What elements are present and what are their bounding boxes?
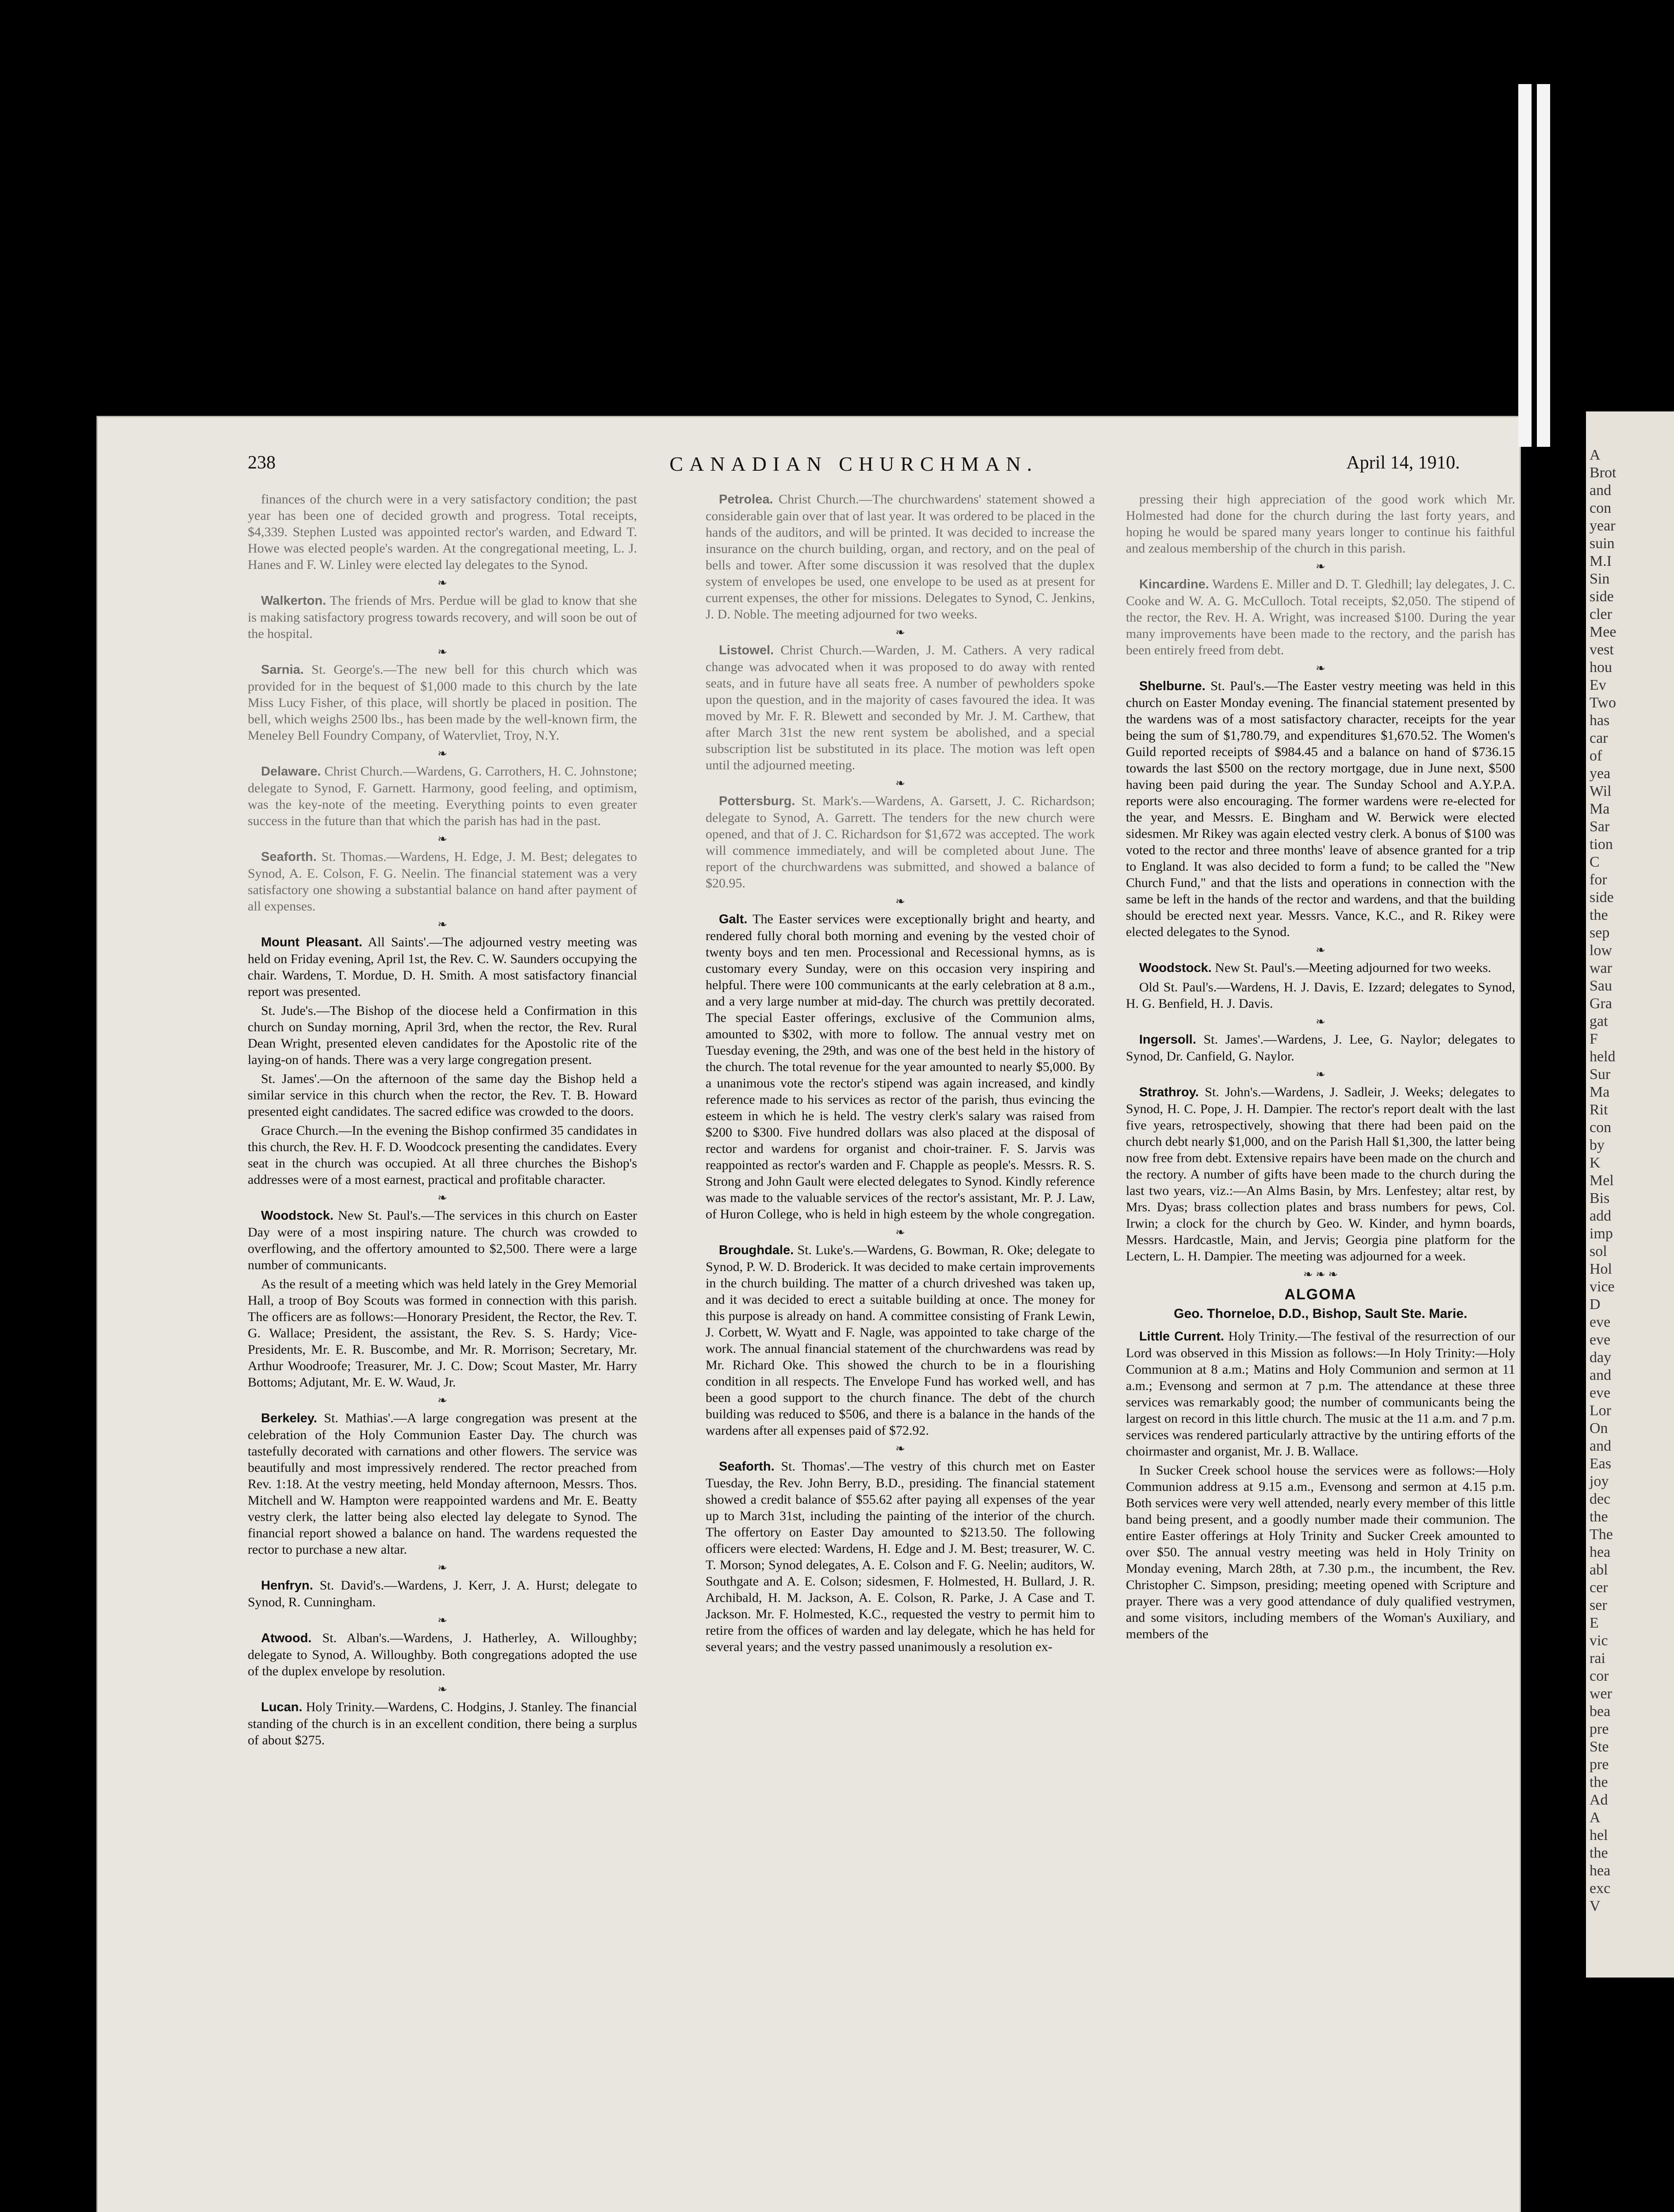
- entry-text: St. George's.—The new bell for this church which was provided for in the bequest of $1,000 made to this church by the late Miss Lucy Fisher, of this place, will shortly be placed in position. The bell, which weighs 2500 lbs., has been made by the well-known firm, the Meneley Bell Foundry Company, of Watervliet, Troy, N.Y.: [248, 662, 637, 743]
- next-page-word: bea: [1590, 1703, 1611, 1720]
- issue-date: April 14, 1910.: [1346, 453, 1460, 473]
- parish-entry: [248, 1630, 637, 1679]
- next-page-word: wer: [1590, 1686, 1612, 1702]
- entry-text: New St. Paul's.—Meeting adjourned for two weeks.: [1215, 960, 1491, 975]
- next-page-word: tion: [1590, 836, 1613, 853]
- parish-entry: [706, 1242, 1095, 1439]
- entry-text: New St. Paul's.—The services in this church on Easter Day were of a most inspiring nature. The church was crowded to overflowing, and the offertory amounted to $2,500. There were a large number of communicants.: [248, 1208, 637, 1272]
- parish-entry: [248, 1071, 637, 1120]
- next-page-word: Sur: [1590, 1066, 1611, 1083]
- entry-text: St. James'.—Wardens, J. Lee, G. Naylor; delegates to Synod, Dr. Canfield, G. Naylor.: [1126, 1032, 1515, 1064]
- entry-text: St. Luke's.—Wardens, G. Bowman, R. Oke; delegate to Synod, P. W. D. Broderick. It was decided to make certain improvements in the church building. The matter of a church driveshed was taken up, and it was decided to erect a suitable building at once. The money for this purpose is already on hand. A committee consisting of Frank Lewin, J. Corbett, W. Wyatt and F. Nagle, was appointed to take charge of the work. The annual financial statement of the churchwardens was read by Mr. Richard Oke. This showed the church to be in a flourishing condition in all respects. The Envelope Fund has worked well, and has been a good support to the church finance. The debt of the church building was reduced to $506, and there is a balance in the hands of the wardens after all expenses paid of $72.92.: [706, 1243, 1095, 1438]
- parish-entry: [248, 1122, 637, 1188]
- section-separator: ❧: [895, 1226, 905, 1239]
- parish-entry: [706, 793, 1095, 891]
- next-page-word: and: [1590, 1367, 1612, 1383]
- entry-text: St. Thomas.—Wardens, H. Edge, J. M. Best; delegates to Synod, A. E. Colson, F. G. Neelin. The financial statement was a very satisfactory one showing a substantial balance on hand after payment of all expenses.: [248, 849, 637, 914]
- next-page-word: sol: [1590, 1243, 1607, 1260]
- section-separator: ❧: [438, 1614, 447, 1627]
- next-page-word: and: [1590, 1438, 1612, 1454]
- next-page-word: Two: [1590, 695, 1616, 711]
- entry-text: St. David's.—Wardens, J. Kerr, J. A. Hurst; delegate to Synod, R. Cunningham.: [248, 1578, 637, 1609]
- entry-text: St. James'.—On the afternoon of the same day the Bishop held a similar service in this church when the rector, the Rev. T. B. Howard presented eight candidates. The sacred edifice was crowded to the doors.: [248, 1071, 637, 1119]
- next-page-word: Sin: [1590, 571, 1610, 587]
- next-page-word: the: [1590, 1774, 1608, 1790]
- next-page-word: sep: [1590, 925, 1610, 941]
- section-separator: ❧ ❧ ❧: [1303, 1268, 1338, 1281]
- parish-name: Henfryn.: [261, 1578, 313, 1593]
- section-separator: ❧: [438, 1191, 447, 1204]
- parish-entry: [248, 661, 637, 744]
- next-page-word: held: [1590, 1048, 1616, 1065]
- entry-text: Christ Church.—The churchwardens' statement showed a considerable gain over that of last year. It was ordered to be placed in the hands of the auditors, and will be printed. It was decided to increase the insurance on the church building, organ, and rectory, and on the peal of bells and tower. After some discussion it was resolved that the duplex system of envelopes be used, one envelope to be used as at present for current expenses, the other for missions. Delegates to Synod, C. Jenkins, J. D. Noble. The meeting adjourned for two weeks.: [706, 492, 1095, 622]
- next-page-word: eve: [1590, 1314, 1611, 1330]
- entry-text: pressing their high appreciation of the good work which Mr. Holmested had done for the church during the last forty years, and hoping he would be spared many years longer to continue his faithful and zealous membership of the church in this parish.: [1126, 492, 1515, 556]
- entry-text: Christ Church.—Warden, J. M. Cathers. A very radical change was advocated when it was proposed to do away with rented seats, and in future have all seats free. A number of pewholders spoke upon the question, and in the majority of cases favoured the idea. It was moved by Mr. F. R. Blewett and seconded by Mr. J. M. Carthew, that after March 31st the new rent system be abolished, and a special subscription list be substituted in its place. The motion was left open until the adjourned meeting.: [706, 643, 1095, 772]
- next-page-word: M.I: [1590, 553, 1612, 569]
- parish-entry: [706, 642, 1095, 773]
- next-page-word: eve: [1590, 1385, 1611, 1401]
- text-column-3: [1126, 491, 1515, 1645]
- next-page-word: suin: [1590, 535, 1615, 552]
- entry-text: St. Alban's.—Wardens, J. Hatherley, A. Willoughby; delegate to Synod, A. Willoughby. Both congregations adopted the use of the duplex envelope by resolution.: [248, 1631, 637, 1678]
- parish-name: Atwood.: [261, 1631, 312, 1645]
- publication-title: CANADIAN CHURCHMAN.: [669, 453, 1038, 475]
- next-page-word: car: [1590, 730, 1608, 746]
- parish-name: Sarnia.: [261, 663, 304, 677]
- next-page-word: day: [1590, 1349, 1612, 1366]
- next-page-word: Eas: [1590, 1455, 1612, 1472]
- parish-name: Woodstock.: [1139, 961, 1212, 975]
- parish-entry: [248, 491, 637, 573]
- entry-text: St. John's.—Wardens, J. Sadleir, J. Weeks; delegates to Synod, H. C. Pope, J. H. Dampier. The rector's report dealt with the last five years, retrospectively, showing that there had been paid on the church debt nearly $1,000, and on the Parish Hall $1,300, the latter being now free from debt. Extensive repairs have been made on the church and the rectory. A number of gifts have been made to the church during the last two years, viz.:—An Alms Basin, by Mrs. Lenfestey; altar rest, by Mrs. Dyas; brass collection plates and brass numbers for pews, Col. Irwin; a clock for the church by Geo. W. Kinder, and hymn boards, Messrs. Hardcastle, Main, and Jervis; Georgia pine platform for the Lectern, L. H. Dampier. The meeting was adjourned for a week.: [1126, 1085, 1515, 1263]
- next-page-word: hea: [1590, 1544, 1611, 1560]
- parish-name: Galt.: [719, 912, 748, 926]
- entry-text: The friends of Mrs. Perdue will be glad to know that she is making satisfactory progress towards recovery, and will soon be out of the hospital.: [248, 593, 637, 641]
- next-page-word: ser: [1590, 1597, 1607, 1613]
- scan-bar: [1518, 84, 1532, 447]
- parish-entry: [248, 592, 637, 642]
- parish-name: Lucan.: [261, 1700, 303, 1714]
- next-page-word: Mel: [1590, 1172, 1614, 1189]
- entry-text: Old St. Paul's.—Wardens, H. J. Davis, E. Izzard; delegates to Synod, H. G. Benfield, H. J. Davis.: [1126, 980, 1515, 1011]
- section-separator: ❧: [438, 645, 447, 658]
- section-separator: ❧: [1316, 560, 1325, 573]
- diocese-heading: ALGOMA: [1284, 1286, 1357, 1303]
- parish-entry: [248, 763, 637, 829]
- next-page-word: imp: [1590, 1225, 1613, 1242]
- section-separator: ❧: [438, 1561, 447, 1574]
- parish-name: Delaware.: [261, 764, 321, 779]
- next-page-word: Wil: [1590, 783, 1612, 799]
- entry-text: The Easter services were exceptionally bright and hearty, and rendered fully choral both morning and evening by the vested choir of twenty boys and ten men. Processional and Recessional hymns, as is customary every Sunday, were on this occasion very inspiring and helpful. There were 100 communicants at the early celebration at 8 a.m., and a very large number at mid-day. The church was prettily decorated. The special Easter offerings, exclusive of the Communion alms, amounted to $302, with more to follow. The annual vestry met on Tuesday evening, the 29th, and was one of the best held in the history of the church. The total revenue for the year amounted to nearly $5,000. By a unanimous vote the rector's stipend was again increased, and kindly reference made to his services as rector of the parish, thus evincing the esteem in which he is held. The vestry clerk's salary was raised from $200 to $300. Five hundred dollars was also placed at the disposal of rector and wardens for organist and choir-trainer. F. S. Jarvis was reappointed as rector's warden and F. Chapple as people's. Messrs. R. S. Strong and John Gault were elected delegates to Synod. Kindly reference was made to the valuable services of the rector's assistant, Mr. P. J. Law, of Huron College, who is held in high esteem by the whole congregation.: [706, 912, 1095, 1221]
- next-page-word: rai: [1590, 1650, 1605, 1667]
- next-page-word: hel: [1590, 1827, 1608, 1843]
- parish-name: Listowel.: [719, 643, 774, 657]
- next-page-word: has: [1590, 712, 1610, 729]
- text-column-2: [706, 491, 1095, 1658]
- parish-entry: [248, 849, 637, 914]
- entry-text: St. Jude's.—The Bishop of the diocese held a Confirmation in this church on Sunday morning, April 3rd, when the rector, the Rev. Rural Dean Wright, presented eleven candidates for the Apostolic rite of the laying-on of hands. There was a very large congregation present.: [248, 1003, 637, 1067]
- next-page-word: con: [1590, 1119, 1612, 1136]
- next-page-word: K: [1590, 1155, 1601, 1171]
- next-page-word: cor: [1590, 1668, 1609, 1684]
- entry-text: finances of the church were in a very satisfactory condition; the past year has been one of decided growth and progress. Total receipts, $4,339. Stephen Lusted was appointed rector's warden, and Edward T. Howe was elected people's warden. At the congregational meeting, L. J. Hanes and F. W. Linley were elected lay delegates to the Synod.: [248, 492, 637, 572]
- next-page-word: Lor: [1590, 1402, 1612, 1419]
- entry-text: Grace Church.—In the evening the Bishop confirmed 35 candidates in this church, the Rev. H. F. D. Woodcock presenting the candidates. Every seat in the church was occupied. At all three churches the Bishop's addresses were of a most earnest, practical and profitable character.: [248, 1123, 637, 1187]
- parish-entry: [248, 934, 637, 1000]
- next-page-word: Hol: [1590, 1261, 1612, 1277]
- next-page-word: F: [1590, 1031, 1598, 1047]
- next-page-word: The: [1590, 1526, 1613, 1543]
- parish-name: Mount Pleasant.: [261, 935, 362, 949]
- parish-entry: [1126, 678, 1515, 940]
- section-separator: ❧: [895, 1442, 905, 1455]
- parish-entry: [1126, 979, 1515, 1012]
- next-page-word: A: [1590, 447, 1601, 463]
- section-separator: ❧: [1316, 1068, 1325, 1081]
- parish-name: Berkeley.: [261, 1411, 317, 1425]
- page-number: 238: [248, 453, 276, 473]
- parish-entry: [1126, 1328, 1515, 1459]
- parish-entry: [248, 1276, 637, 1390]
- bishop-line: Geo. Thorneloe, D.D., Bishop, Sault Ste. Marie.: [1174, 1306, 1467, 1321]
- next-page-fragment: [1586, 411, 1674, 1978]
- next-page-word: joy: [1590, 1473, 1609, 1490]
- parish-entry: [706, 491, 1095, 622]
- next-page-word: gat: [1590, 1013, 1608, 1029]
- entry-text: Christ Church.—Wardens, G. Carrothers, H. C. Johnstone; delegate to Synod, F. Garnett. Harmony, good feeling, and optimism, was the key-note of the meeting. Everything points to even greater success in the future than that which the parish has had in the past.: [248, 764, 637, 828]
- parish-entry: [1126, 960, 1515, 976]
- section-separator: ❧: [1316, 1015, 1325, 1028]
- text-column-1: [248, 491, 637, 1751]
- next-page-word: vice: [1590, 1279, 1615, 1295]
- next-page-word: yea: [1590, 765, 1611, 782]
- entry-text: As the result of a meeting which was held lately in the Grey Memorial Hall, a troop of Boy Scouts was formed in connection with this parish. The officers are as follows:—Honorary President, the Rector, the Rev. T. G. Wallace; President, the assistant, the Rev. S. S. Hardy; Vice-Presidents, Mr. E. R. Buscombe, and Mr. R. Morrison; Secretary, Mr. Arthur Woodroofe; Treasurer, Mr. J. C. Dow; Scout Master, Mr. Harry Bottoms; Adjutant, Mr. E. W. Waud, Jr.: [248, 1277, 637, 1390]
- next-page-word: cler: [1590, 606, 1612, 622]
- next-page-word: con: [1590, 500, 1612, 516]
- next-page-word: A: [1590, 1809, 1601, 1826]
- parish-entry: [248, 1699, 637, 1748]
- parish-entry: [706, 1458, 1095, 1655]
- next-page-word: Sar: [1590, 818, 1610, 835]
- parish-entry: [1126, 1031, 1515, 1064]
- next-page-word: pre: [1590, 1721, 1609, 1737]
- next-page-word: year: [1590, 518, 1616, 534]
- parish-name: Ingersoll.: [1139, 1033, 1196, 1047]
- next-page-word: On: [1590, 1420, 1608, 1436]
- next-page-word: V: [1590, 1898, 1601, 1914]
- next-page-word: C: [1590, 854, 1600, 870]
- next-page-word: eve: [1590, 1332, 1611, 1348]
- parish-entry: [248, 1002, 637, 1068]
- next-page-word: E: [1590, 1615, 1599, 1631]
- parish-name: Seaforth.: [719, 1459, 775, 1474]
- next-page-word: cer: [1590, 1579, 1608, 1596]
- next-page-word: war: [1590, 960, 1612, 976]
- entry-text: In Sucker Creek school house the services were as follows:—Holy Communion address at 9.15 a.m., Evensong and sermon at 4.15 p.m. Both services were very well attended, nearly every member of this little band being present, and a goodly number made their communion. The entire Easter offerings at Holy Trinity and Sucker Creek amounted to over $50. The annual vestry meeting was held in Holy Trinity on Monday evening, March 28th, at 7.30 p.m., the incumbent, the Rev. Christopher C. Simpson, presiding; meeting opened with Scripture and prayer. There was a very good attendance of duly qualified vestrymen, and some visitors, including members of the Woman's Auxiliary, and members of the: [1126, 1463, 1515, 1641]
- parish-name: Kincardine.: [1139, 577, 1209, 591]
- next-page-word: Ad: [1590, 1792, 1608, 1808]
- next-page-word: and: [1590, 482, 1612, 499]
- parish-entry: [1126, 576, 1515, 658]
- next-page-word: Gra: [1590, 995, 1612, 1012]
- parish-name: Pottersburg.: [719, 794, 795, 808]
- next-page-word: Sau: [1590, 978, 1612, 994]
- next-page-word: Brot: [1590, 465, 1616, 481]
- next-page-word: side: [1590, 588, 1614, 605]
- section-separator: ❧: [438, 747, 447, 760]
- next-page-word: the: [1590, 1845, 1608, 1861]
- parish-entry: [248, 1207, 637, 1273]
- section-separator: ❧: [438, 833, 447, 845]
- parish-name: Woodstock.: [261, 1209, 334, 1223]
- section-separator: ❧: [1316, 944, 1325, 956]
- next-page-word: vest: [1590, 641, 1614, 658]
- next-page-word: by: [1590, 1137, 1605, 1153]
- next-page-word: Ev: [1590, 677, 1606, 693]
- next-page-word: Ma: [1590, 1084, 1610, 1100]
- section-separator: ❧: [438, 918, 447, 931]
- parish-name: Little Current.: [1139, 1329, 1225, 1344]
- next-page-word: hea: [1590, 1863, 1611, 1879]
- next-page-word: exc: [1590, 1880, 1611, 1897]
- parish-entry: [706, 911, 1095, 1222]
- parish-name: Walkerton.: [261, 594, 326, 608]
- next-page-word: Bis: [1590, 1190, 1610, 1206]
- section-separator: ❧: [1316, 662, 1325, 675]
- next-page-word: add: [1590, 1208, 1612, 1224]
- parish-entry: [1126, 1462, 1515, 1642]
- entry-text: Holy Trinity.—The festival of the resurrection of our Lord was observed in this Mission as follows:—In Holy Trinity:—Holy Communion at 8 a.m.; Matins and Holy Communion and sermon at 11 a.m.; Evensong and sermon at 7 p.m. The attendance at these three services was remarkably good; the number of communicants being the largest on record in this little church. The music at the 11 a.m. and 7 p.m. services was rendered particularly attractive by the untiring efforts of the choirmaster and organist, Mr. J. B. Wallace.: [1126, 1329, 1515, 1459]
- entry-text: St. Paul's.—The Easter vestry meeting was held in this church on Easter Monday evening. The financial statement presented by the wardens was of a most satisfactory character, receipts for the year being the sum of $1,780.79, and expenditures $1,670.52. The Women's Guild reported receipts of $984.45 and a balance on hand of $736.15 towards the last $500 on the rectory mortgage, due in June next, $500 having been paid during the year. The Sunday School and A.Y.P.A. reports were also encouraging. The former wardens were re-elected for the year, and Messrs. E. Bingham and W. Berwick were elected sidesmen. Mr Rikey was again elected vestry clerk. A bonus of $100 was voted to the rector and three months' leave of absence granted for a trip to England. It was also decided to form a fund; to be called the "New Church Fund," and that the lists and operations in connection with the same be left in the hands of the rector and wardens, and that the building should be erected next year. Messrs. Vance, K.C., and R. Rikey were elected delegates to the Synod.: [1126, 679, 1516, 939]
- next-page-word: side: [1590, 889, 1614, 906]
- section-separator: ❧: [895, 626, 905, 639]
- entry-text: All Saints'.—The adjourned vestry meeting was held on Friday evening, April 1st, the Rev. C. W. Saunders occupying the chair. Wardens, T. Mordue, D. H. Smith. A most satisfactory financial report was presented.: [248, 935, 637, 999]
- parish-entry: [248, 1577, 637, 1610]
- parish-name: Shelburne.: [1139, 679, 1206, 693]
- entry-text: St. Thomas'.—The vestry of this church met on Easter Tuesday, the Rev. John Berry, B.D., presiding. The financial statement showed a credit balance of $55.62 after paying all expenses of the year up to March 31st, including the painting of the interior of the church. The offertory on Easter Day amounted to $213.50. The following officers were elected: Wardens, H. Edge and J. M. Best; treasurer, W. C. T. Morson; Synod delegates, A. E. Colson and F. G. Neelin; auditors, W. Southgate and A. E. Colson; sidesmen, F. Holmested, H. Bullard, J. R. Archibald, H. M. Jackson, A. E. Colson, R. Parke, J. A Case and T. Jackson. Mr. F. Holmested, K.C., requested the vestry to permit him to retire from the offices of warden and lay delegate, which he has held for several years; and the vestry passed unanimously a resolution ex-: [706, 1459, 1095, 1654]
- next-page-word: for: [1590, 872, 1607, 888]
- next-page-word: vic: [1590, 1632, 1608, 1649]
- parish-name: Strathroy.: [1139, 1085, 1199, 1099]
- next-page-word: Ma: [1590, 801, 1610, 817]
- section-separator: ❧: [438, 1683, 447, 1696]
- next-page-word: pre: [1590, 1756, 1609, 1773]
- next-page-word: low: [1590, 942, 1612, 959]
- next-page-word: Mee: [1590, 624, 1616, 640]
- scan-bar: [1537, 84, 1550, 447]
- entry-text: Holy Trinity.—Wardens, C. Hodgins, J. Stanley. The financial standing of the church is in an excellent condition, there being a surplus of about $275.: [248, 1700, 637, 1747]
- section-separator: ❧: [895, 895, 905, 908]
- section-separator: ❧: [438, 1394, 447, 1407]
- section-separator: ❧: [895, 777, 905, 790]
- parish-name: Petrolea.: [719, 492, 773, 507]
- parish-name: Seaforth.: [261, 850, 317, 864]
- next-page-word: dec: [1590, 1491, 1611, 1507]
- next-page-word: the: [1590, 1509, 1608, 1525]
- next-page-word: hou: [1590, 659, 1612, 676]
- parish-entry: [1126, 491, 1515, 557]
- section-separator: ❧: [438, 576, 447, 589]
- entry-text: St. Mark's.—Wardens, A. Garsett, J. C. Richardson; delegate to Synod, A. Garrett. The tenders for the new church were opened, and that of J. C. Richardson for $1,672 was accepted. The work will commence immediately, and will be completed about June. The report of the churchwardens was submitted, and showed a balance of $20.95.: [706, 794, 1095, 891]
- next-page-word: abl: [1590, 1562, 1608, 1578]
- next-page-word: D: [1590, 1296, 1601, 1313]
- parish-name: Broughdale.: [719, 1243, 794, 1257]
- entry-text: Wardens E. Miller and D. T. Gledhill; lay delegates, J. C. Cooke and W. A. G. McCulloch. Total receipts, $2,050. The stipend of the rector, the Rev. H. A. Wright, was increased $100. During the year many improvements have been made to the rectory, and the parish has been entirely freed from debt.: [1126, 577, 1515, 657]
- parish-entry: [1126, 1084, 1515, 1264]
- page-header: [248, 452, 1460, 483]
- entry-text: St. Mathias'.—A large congregation was present at the celebration of the Holy Communion Easter Day. The church was tastefully decorated with carnations and other flowers. The service was beautifully and most impressively rendered. The rector preached from Rev. 1:18. At the vestry meeting, held Monday afternoon, Messrs. Thos. Mitchell and W. Hampton were reappointed wardens and Mr. E. Beatty vestry clerk, the latter being also elected lay delegate to Synod. The financial report showed a balance on hand. The wardens requested the rector to purchase a new altar.: [248, 1411, 637, 1557]
- next-page-word: Ste: [1590, 1739, 1609, 1755]
- parish-entry: [248, 1410, 637, 1558]
- next-page-word: of: [1590, 748, 1602, 764]
- next-page-word: Rit: [1590, 1102, 1608, 1118]
- next-page-word: the: [1590, 907, 1608, 923]
